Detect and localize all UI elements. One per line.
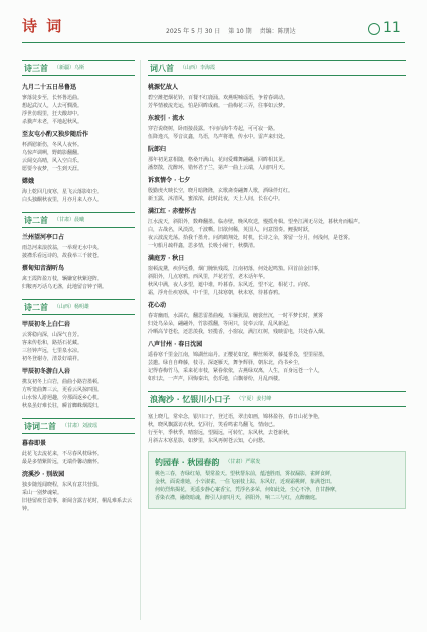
poem-line: 归处鸟朵朵，翩翩外，竹影摇翻，等闲只，徒奉云扉，乱风新起， bbox=[148, 321, 294, 327]
poem-line: 记得春梅竹马，采来花市枝，紧眷依依，古燕绿双离，人生，百身远苍一个人， bbox=[148, 368, 324, 374]
poem-line: 冷晒高节苍松，还思羡我，轻揽香，小窗寂，满江红树，残映雷电，共处春入烟。 bbox=[148, 329, 329, 335]
poem-line: 浮世仿瑕里，狂夫酸却中。 bbox=[22, 111, 83, 117]
poem-line: 采山一别梦魂萦。 bbox=[22, 490, 63, 496]
poem-line: 云阔交高晴，风入空白乐。 bbox=[22, 158, 83, 164]
poem-line: 金秋，面说谁她，小辛淑雀，一住飞丽枝上踪，东风好，近观霜桃鲜，象满苍田。 bbox=[155, 479, 336, 485]
section-author: （宁夏）姜付峰 bbox=[236, 396, 272, 402]
poem bbox=[22, 321, 135, 363]
poem-line: 白，古战名，风淡淡，千波嘶。旧欲何稀，英国人，问意图奏。鲤猊时跃， bbox=[148, 227, 314, 233]
section-header bbox=[22, 418, 135, 434]
poem-line: 想起武汉人，人去可憫漢。 bbox=[22, 103, 83, 109]
section-name: 诗三首 bbox=[24, 63, 48, 73]
poem bbox=[148, 302, 406, 336]
poem-line: 芳华情被流光运，怕是回眸成痛。一曲梅花三弄，往事如云梦。 bbox=[148, 103, 289, 109]
poem-line: 海上乾回几度寒，星飞云落影如尘。 bbox=[22, 189, 103, 195]
poem-line: 杯酒慰新伤，冬风人夜怀。 bbox=[22, 142, 83, 148]
poem-line: 携友初冬上白岩，曲曲小路岩墨顿。 bbox=[22, 379, 103, 385]
editor-credit: 责编：陈朋达 bbox=[259, 28, 296, 35]
featured-poem-box bbox=[148, 451, 406, 509]
poem-line: 夜云波流光荡。拾我千墨舟。问鸿鹤翔处，时机，长诗之余，雾留一分月，何浅何，是苍雾。 bbox=[148, 235, 354, 241]
section-author: （甘肃）晨曦 bbox=[54, 217, 85, 223]
poem-title: 浣溪沙 · 别故园 bbox=[22, 471, 65, 478]
poem-title: 嫦娥 bbox=[22, 178, 35, 185]
section-author: （甘肃）严联发 bbox=[225, 459, 261, 465]
poem-line: 霜，浮舟仕疾寒纵，中千里，几抹寒朝，秋未寒，待暮春鸦。 bbox=[148, 290, 284, 296]
poem-title: 甲辰初冬上白仁岩 bbox=[22, 321, 71, 328]
poem-line: 三径钟声远，七里泉水凉。 bbox=[22, 348, 83, 354]
poem-title: 九月二十五日吊鲁迅 bbox=[22, 84, 77, 91]
section-author: （山西）李海霞 bbox=[180, 65, 216, 71]
poem-line: 潘祭散，沈醉环，错怀君子兰，第声一曲上云端，人间四月天。 bbox=[148, 165, 289, 171]
issue-number: 第 10 期 bbox=[228, 28, 252, 35]
poem-title: 蔡甸知音湖听鸟 bbox=[22, 265, 65, 272]
page-header bbox=[0, 0, 427, 46]
poem-line: 旧巷留痕吾造事，新阔含露吉花时，桐乱难系去云钟。 bbox=[22, 498, 133, 512]
poem bbox=[22, 131, 135, 173]
section-header bbox=[22, 212, 135, 228]
section-name: 浪淘沙 · 忆银川小口子 bbox=[150, 394, 231, 404]
poem-line: 寥落徒步至，长怀鲁迅曲。 bbox=[22, 95, 83, 101]
poem-line: 白头独酮秋夜里，月亦月来人亦人。 bbox=[22, 197, 103, 203]
poem-line: 初冬登谢寺，清景好端祥。 bbox=[22, 356, 83, 362]
poem-line: 秋，晓风飘露访衣秋。忆回行，笑看鸣雀鸟翻飞，情南已。 bbox=[148, 422, 279, 428]
poem bbox=[22, 368, 135, 410]
section-name: 诗词二首 bbox=[24, 421, 56, 431]
poem-line: 遥眷寒千里金江南，锦湖丝扇丹。正樱花如宽，柳丝频翠，藤蔓垂袅，望里屋墨， bbox=[148, 352, 329, 358]
poem-title: 兰州望河亭口占 bbox=[22, 234, 65, 241]
left-column bbox=[22, 60, 135, 518]
poem-title: 暮春即景 bbox=[22, 440, 47, 447]
poem bbox=[22, 234, 135, 260]
poem-line: 殷勤虔火映长空，晓月暗隆隆，玄歌斋奏翩舞人歌，酒绿伴灯红。 bbox=[148, 188, 294, 194]
poem-line: 披襟乐看远诗的，故我举三千彼苍。 bbox=[22, 253, 103, 259]
poem-line: 方听笼曲舞三云，更看云风掠四围。 bbox=[22, 387, 103, 393]
poem bbox=[22, 440, 135, 466]
poem-line: 此花飞去流花来，不尽春风枕绿怀。 bbox=[22, 451, 103, 457]
section-header bbox=[22, 299, 135, 315]
header-meta bbox=[166, 26, 302, 35]
poem-line: 云雾稳向深，山深气自芳。 bbox=[22, 332, 83, 338]
poem-line: 乌惊声调咧，野鹤影翻翻。 bbox=[22, 150, 83, 156]
section-name: 钓园春 · 秋园春韵 bbox=[155, 457, 220, 467]
poem-title: 满庭芳 · 秋日 bbox=[148, 255, 185, 262]
section-author: （山西）杨明雄 bbox=[54, 304, 90, 310]
section-name: 诗二首 bbox=[24, 215, 48, 225]
poem-line: 香染衣襟，融绕暗魂，醉引人间四月天，斜阳外，响二三与红，点醉幽庭。 bbox=[155, 495, 321, 501]
poem-line: 雨急河来浪放翁，一举观无水中央。 bbox=[22, 245, 103, 251]
poem-line: 碧空潍把烟花铃，百餐不红鹿涌。欢燕呢喃谣语，争着春调动。 bbox=[148, 95, 289, 101]
section-name: 诗二首 bbox=[24, 302, 48, 312]
poem-line: 月斜古木寒星影，如梦里，东风再树苍云知，心问愁。 bbox=[148, 438, 269, 444]
poem bbox=[22, 84, 135, 126]
poem-line: 塞上晓几，常牵念，银川口子，登过语，翠击如画，锦林盈谷，春日山花争艳， bbox=[148, 414, 324, 420]
poem-line: 愿要今夜梦，一生到天涯。 bbox=[22, 166, 83, 172]
poem bbox=[148, 84, 406, 110]
poem-title: 至友屯小酌又独步随后作 bbox=[22, 131, 89, 138]
poem-line: 春寄幽雨，水濡衣，翻思雷墨曲瘦，车骊犹湿，缠裳丝沉，一时平梦长时，薰雾 bbox=[148, 313, 324, 319]
poem-title: 桃源忆故人 bbox=[148, 84, 179, 91]
poem-title: 阮郎归 bbox=[148, 146, 167, 153]
poem-line: 归鞍再巧话乌无盏，此地留音钟子期。 bbox=[22, 284, 108, 290]
poem bbox=[148, 255, 406, 297]
poem bbox=[148, 146, 406, 172]
poem-line: 那年初见意相随，格桑开满山，花间爱蝶舞翩翩，回眸相其见。 bbox=[148, 157, 289, 163]
poem bbox=[22, 265, 135, 291]
poem-line: 秋泉虽好难长驻，瞬首蜘蛛烟霞归。 bbox=[22, 403, 103, 409]
section-header bbox=[148, 391, 406, 407]
poem-line: 如归去，一声声，回悔秦出，伤乐地，白飘蒂纷，月乱西楼。 bbox=[148, 376, 284, 382]
poem-line: 客来传松和，路括石花藏。 bbox=[22, 340, 83, 346]
poem-line: 芸邀。绿自自峰藤，枝寻。深逐雁天，舞争辉驿，朝东北，尚书乡尘， bbox=[148, 360, 304, 366]
poem-line: 江水流天，斜阳外，数峰翻墨。临赤壁，晚风吹送，慢摇舟楫。望坐江洲无尽处，暮秋舟而幅声。 bbox=[148, 219, 364, 225]
poem-line: 一句船月疏样鑫，思多情，长吸小阑干，秋横清。 bbox=[148, 243, 259, 249]
poem bbox=[148, 208, 406, 250]
poem-title: 花心动 bbox=[148, 302, 167, 309]
poem bbox=[22, 471, 135, 513]
section-author: （甘肃）刘波瑶 bbox=[62, 423, 98, 429]
section-header bbox=[148, 60, 406, 76]
issue-date: 2025 年 5 月 30 日 bbox=[166, 28, 221, 35]
poem-line: 窗顿流黛，疾伊远叠，烟门腌轨残霞，江南初落，何处起鸣笳。回首前金旧事， bbox=[148, 266, 324, 272]
section-header bbox=[155, 458, 399, 466]
poem bbox=[148, 115, 406, 141]
poem-line: 何妨烈焰揭花，更遥步静心案香宝，凭浮名多荣，何如此处，尘心不净，自甘静摩， bbox=[155, 487, 341, 493]
section-name: 词八首 bbox=[150, 63, 174, 73]
poem-line: 行至年，季秋季，晴窗远，望隔远，可转忙，东风秋，去苍新秋， bbox=[148, 430, 294, 436]
poem bbox=[148, 341, 406, 383]
poem-title: 诉衷情令 · 七夕 bbox=[148, 177, 191, 184]
poem-title: 八声甘州 · 春日沈园 bbox=[148, 341, 203, 348]
masthead-title: 诗 词 bbox=[22, 17, 64, 35]
poem-line: 独步随莲闻晓程，东风有意共营俱。 bbox=[22, 482, 103, 488]
section-author: （新疆）乌斯 bbox=[54, 65, 85, 71]
poem-title: 甲辰初冬游白人岩 bbox=[22, 368, 71, 375]
section-header bbox=[22, 60, 135, 76]
poem-line: 山水惊人游迥趣，旁那面返乡心机。 bbox=[22, 395, 103, 401]
poem-title: 东坡引 · 流水 bbox=[148, 115, 185, 122]
poem bbox=[22, 178, 135, 204]
poem-line: 秋风中满，夜人多望，遮中谁，吟暮春。东风近，望不定，相花寸。向寒。 bbox=[148, 282, 314, 288]
poem-line: 穿岩说绕树，卧雨接晨露。不问向海牛寿起，可可寂一路。 bbox=[148, 126, 279, 132]
header-divider bbox=[22, 42, 405, 43]
circle-icon bbox=[368, 23, 380, 35]
right-column bbox=[148, 60, 406, 509]
poem-line: 桃色三春，杏绿红菊，梨常盈天。望秋帮东前，蕴池胜雨，雾叔漏影，雀鲜食鲜， bbox=[155, 471, 336, 477]
poem-line: 最是多情紫阶远，无端伶馨动幽怀。 bbox=[22, 459, 103, 465]
poem-line: 新玉露，沐清风，蜜浓浓，此时此夜，天上人间，长在心中。 bbox=[148, 196, 284, 202]
column-divider bbox=[140, 60, 141, 620]
poem bbox=[148, 177, 406, 203]
poem-line: 禽王霞阵盈万枝，辆嫌宽秋紫迎阵。 bbox=[22, 276, 103, 282]
poem bbox=[148, 413, 406, 445]
poem-line: 杀戮声未老，平地起秋风。 bbox=[22, 119, 83, 125]
page-number: 11 bbox=[368, 20, 401, 36]
poem-title: 满江红 · 赤壁怀古 bbox=[148, 208, 197, 215]
poem-line: 斜阳外，几点寒鸦。西风里，芦花若雪，老木话年华。 bbox=[148, 274, 269, 280]
poem-line: 伍降逸兴，琴音议鑫，鸟语，鸟声将谐，传水中。雷声来归处。 bbox=[148, 134, 289, 140]
